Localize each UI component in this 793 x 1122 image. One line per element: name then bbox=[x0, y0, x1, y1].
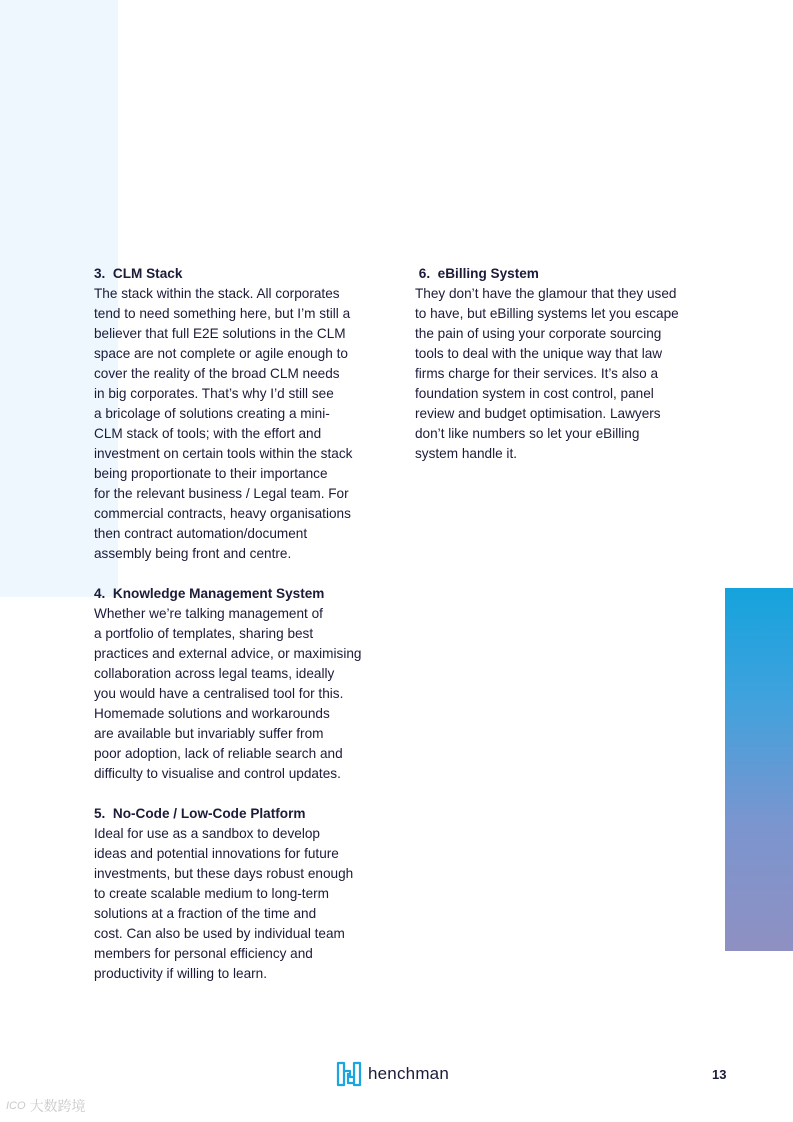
section-heading: 5. No-Code / Low-Code Platform bbox=[94, 806, 306, 821]
body-line: collaboration across legal teams, ideally bbox=[94, 666, 335, 681]
body-line: are available but invariably suffer from bbox=[94, 726, 324, 741]
body-line: then contract automation/document bbox=[94, 526, 308, 541]
body-line: Homemade solutions and workarounds bbox=[94, 706, 330, 721]
section-heading: 3. CLM Stack bbox=[94, 266, 183, 281]
watermark bbox=[6, 1096, 86, 1116]
body-line: the pain of using your corporate sourcing bbox=[415, 326, 662, 341]
body-line: members for personal efficiency and bbox=[94, 946, 313, 961]
left-column bbox=[94, 264, 394, 1004]
body-line: investments, but these days robust enough bbox=[94, 866, 354, 881]
body-line: a bricolage of solutions creating a mini- bbox=[94, 406, 330, 421]
body-line: space are not complete or agile enough to bbox=[94, 346, 348, 361]
body-line: CLM stack of tools; with the effort and bbox=[94, 426, 322, 441]
body-line: don’t like numbers so let your eBilling bbox=[415, 426, 640, 441]
body-line: difficulty to visualise and control updates. bbox=[94, 766, 341, 781]
body-line: system handle it. bbox=[415, 446, 517, 461]
watermark-text: 大数跨境 bbox=[29, 1098, 86, 1114]
henchman-logo-icon bbox=[336, 1061, 362, 1087]
body-line: believer that full E2E solutions in the CLM bbox=[94, 326, 346, 341]
brand-name: henchman bbox=[368, 1064, 449, 1083]
body-line: Ideal for use as a sandbox to develop bbox=[94, 826, 320, 841]
body-line: Whether we’re talking management of bbox=[94, 606, 323, 621]
body-line: being proportionate to their importance bbox=[94, 466, 328, 481]
body-line: solutions at a fraction of the time and bbox=[94, 906, 317, 921]
watermark-mark: ICO bbox=[6, 1100, 26, 1112]
body-line: ideas and potential innovations for future bbox=[94, 846, 339, 861]
section-sections_right-0 bbox=[415, 264, 715, 464]
body-line: foundation system in cost control, panel bbox=[415, 386, 654, 401]
body-line: tend to need something here, but I’m still a bbox=[94, 306, 351, 321]
body-line: They don’t have the glamour that they used bbox=[415, 286, 677, 301]
body-line: commercial contracts, heavy organisations bbox=[94, 506, 351, 521]
section-heading: 4. Knowledge Management System bbox=[94, 586, 325, 601]
section-sections_left-2 bbox=[94, 804, 394, 984]
section-heading: 6. eBilling System bbox=[415, 266, 539, 281]
right-column bbox=[415, 264, 715, 484]
body-line: The stack within the stack. All corporates bbox=[94, 286, 340, 301]
body-line: tools to deal with the unique way that law bbox=[415, 346, 663, 361]
body-line: poor adoption, lack of reliable search and bbox=[94, 746, 343, 761]
body-line: in big corporates. That’s why I’d still see bbox=[94, 386, 334, 401]
body-line: you would have a centralised tool for this. bbox=[94, 686, 344, 701]
section-sections_left-0 bbox=[94, 264, 394, 564]
body-line: productivity if willing to learn. bbox=[94, 966, 268, 981]
body-line: investment on certain tools within the stack bbox=[94, 446, 353, 461]
body-line: cost. Can also be used by individual team bbox=[94, 926, 345, 941]
body-line: a portfolio of templates, sharing best bbox=[94, 626, 314, 641]
body-line: firms charge for their services. It’s also a bbox=[415, 366, 659, 381]
body-line: practices and external advice, or maximising bbox=[94, 646, 362, 661]
body-line: cover the reality of the broad CLM needs bbox=[94, 366, 340, 381]
body-line: to have, but eBilling systems let you escape bbox=[415, 306, 679, 321]
body-line: for the relevant business / Legal team. For bbox=[94, 486, 349, 501]
body-line: review and budget optimisation. Lawyers bbox=[415, 406, 661, 421]
body-line: to create scalable medium to long-term bbox=[94, 886, 329, 901]
body-line: assembly being front and centre. bbox=[94, 546, 292, 561]
gradient-side-bar bbox=[725, 588, 793, 951]
footer-logo bbox=[336, 1060, 449, 1088]
page-number: 13 bbox=[712, 1067, 727, 1082]
section-sections_left-1 bbox=[94, 584, 394, 784]
